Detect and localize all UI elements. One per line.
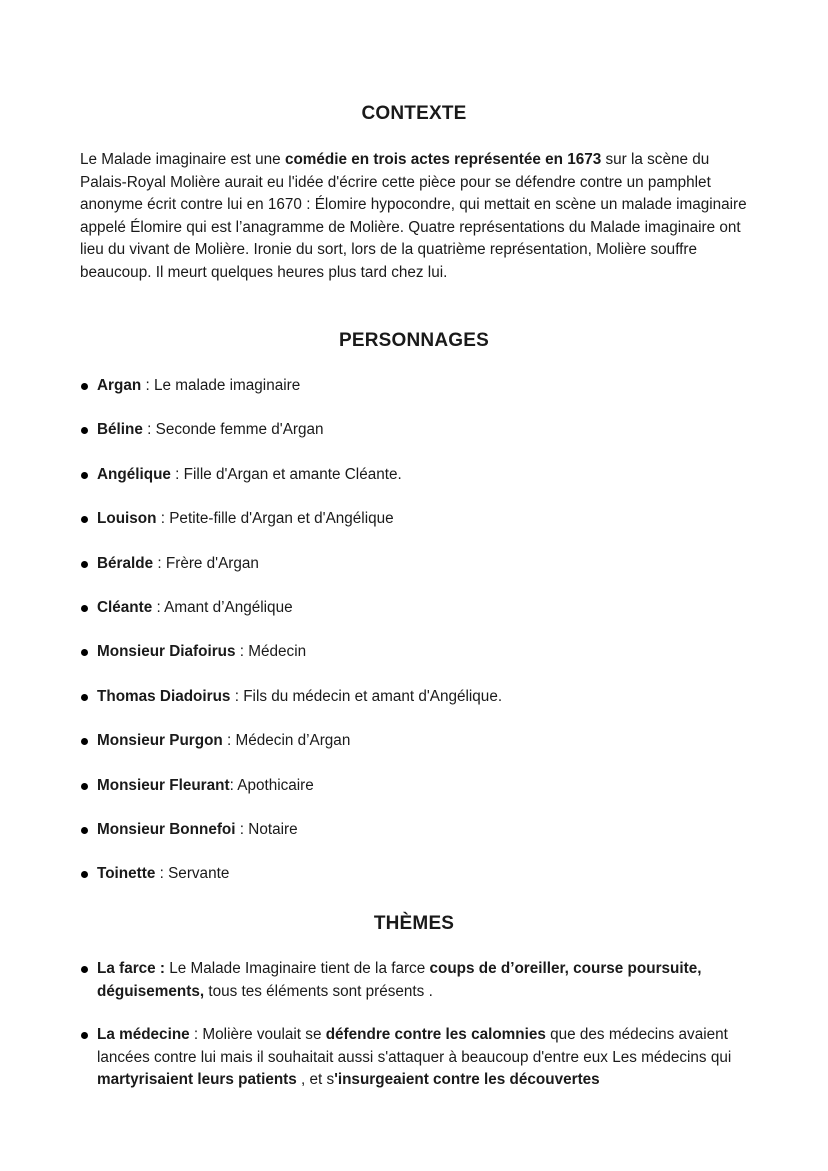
character-desc: : Fille d'Argan et amante Cléante. — [170, 465, 402, 483]
bullet-icon — [81, 783, 88, 790]
bullet-icon — [81, 649, 88, 656]
character-name: Béralde — [97, 554, 154, 572]
character-desc: : Amant d’Angélique — [152, 598, 293, 616]
bullet-icon — [81, 694, 88, 701]
character-name: Thomas Diadoirus — [97, 687, 231, 705]
character-desc: : Apothicaire — [229, 776, 314, 794]
list-item — [80, 419, 760, 463]
contexte-text-2: sur la scène du Palais-Royal Molière aurait eu l'idée d'écrire cette pièce pour se défendre contre un pamphlet anonyme écrit contre lui en 1670 : Élomire hypocondre, qui mettait en scène un malade imaginaire appelé Élomire qui est l’anagramme de Molière. Quatre représentations du Malade imaginaire ont lieu du vivant de Molière. Ironie du sort, lors de la quatrième représentation, Molière souffre beaucoup. Il meurt quelques heures plus tard chez lui. — [80, 151, 747, 281]
theme-item-medecine — [80, 1024, 760, 1092]
bullet-icon — [81, 427, 88, 434]
theme-medecine-text-2: que des médecins avaient lancées contre lui mais il souhaitait aussi s'attaquer à beaucoup d'entre eux Les médecins qui — [97, 1026, 732, 1066]
character-name: Monsieur Bonnefoi — [97, 820, 236, 838]
character-name: Monsieur Fleurant — [97, 776, 230, 794]
character-name: Cléante — [97, 598, 153, 616]
character-desc: : Servante — [155, 865, 230, 883]
personnages-list — [80, 375, 760, 908]
character-desc: : Fils du médecin et amant d'Angélique. — [230, 687, 503, 705]
themes-list — [80, 958, 760, 1113]
character-name: Louison — [97, 510, 157, 528]
list-item — [80, 375, 760, 419]
theme-medecine-text-1: : Molière voulait se — [189, 1026, 326, 1044]
list-item — [80, 597, 760, 641]
bullet-icon — [81, 383, 88, 390]
list-item — [80, 464, 760, 508]
list-item — [80, 863, 760, 907]
list-item — [80, 730, 760, 774]
list-item — [80, 641, 760, 685]
character-name: Monsieur Purgon — [97, 732, 223, 750]
character-desc: : Frère d'Argan — [153, 554, 259, 572]
personnages-heading: PERSONNAGES — [338, 330, 489, 351]
list-item — [80, 686, 760, 730]
character-name: Argan — [97, 377, 142, 394]
theme-farce-text-2: tous tes éléments sont présents . — [204, 982, 433, 1000]
theme-medecine-bold-4: 'insurgeaient contre les découvertes — [334, 1071, 600, 1089]
theme-farce-text-1: Le Malade Imaginaire tient de la farce — [165, 960, 430, 977]
character-desc: : Notaire — [235, 820, 298, 838]
bullet-icon — [81, 1032, 88, 1039]
list-item — [80, 553, 760, 597]
theme-farce-bold-1: La farce : — [97, 960, 166, 977]
theme-medecine-text-3: , et s — [296, 1071, 335, 1089]
contexte-bold-1: comédie en trois actes représentée en 1673 — [284, 151, 602, 168]
character-name: Angélique — [97, 465, 171, 483]
character-desc: : Petite-fille d'Argan et d'Angélique — [156, 510, 394, 528]
bullet-icon — [81, 966, 88, 973]
theme-farce-bold-2: coups de d’oreiller, course poursuite, déguisements, — [97, 960, 702, 1000]
theme-item-farce — [80, 958, 760, 1003]
bullet-icon — [81, 561, 88, 568]
theme-medecine-bold-3: martyrisaient leurs patients — [97, 1071, 297, 1089]
character-desc: : Médecin — [235, 643, 307, 661]
contexte-paragraph — [80, 149, 760, 285]
character-desc: : Le malade imaginaire — [141, 377, 301, 394]
bullet-icon — [81, 871, 88, 878]
character-name: Béline — [97, 421, 143, 439]
contexte-heading: CONTEXTE — [361, 103, 467, 124]
theme-medecine-bold-1: La médecine — [97, 1026, 190, 1044]
contexte-text-1: Le Malade imaginaire est une — [80, 151, 285, 168]
bullet-icon — [81, 516, 88, 523]
character-name: Toinette — [97, 865, 156, 883]
list-item — [80, 508, 760, 552]
character-desc: : Seconde femme d'Argan — [142, 421, 324, 439]
character-desc: : Médecin d’Argan — [222, 732, 351, 750]
bullet-icon — [81, 605, 88, 612]
list-item — [80, 775, 760, 819]
themes-heading: THÈMES — [373, 913, 455, 934]
bullet-icon — [81, 827, 88, 834]
list-item — [80, 819, 760, 863]
bullet-icon — [81, 738, 88, 745]
bullet-icon — [81, 472, 88, 479]
theme-medecine-bold-2: défendre contre les calomnies — [325, 1026, 546, 1044]
character-name: Monsieur Diafoirus — [97, 643, 236, 661]
